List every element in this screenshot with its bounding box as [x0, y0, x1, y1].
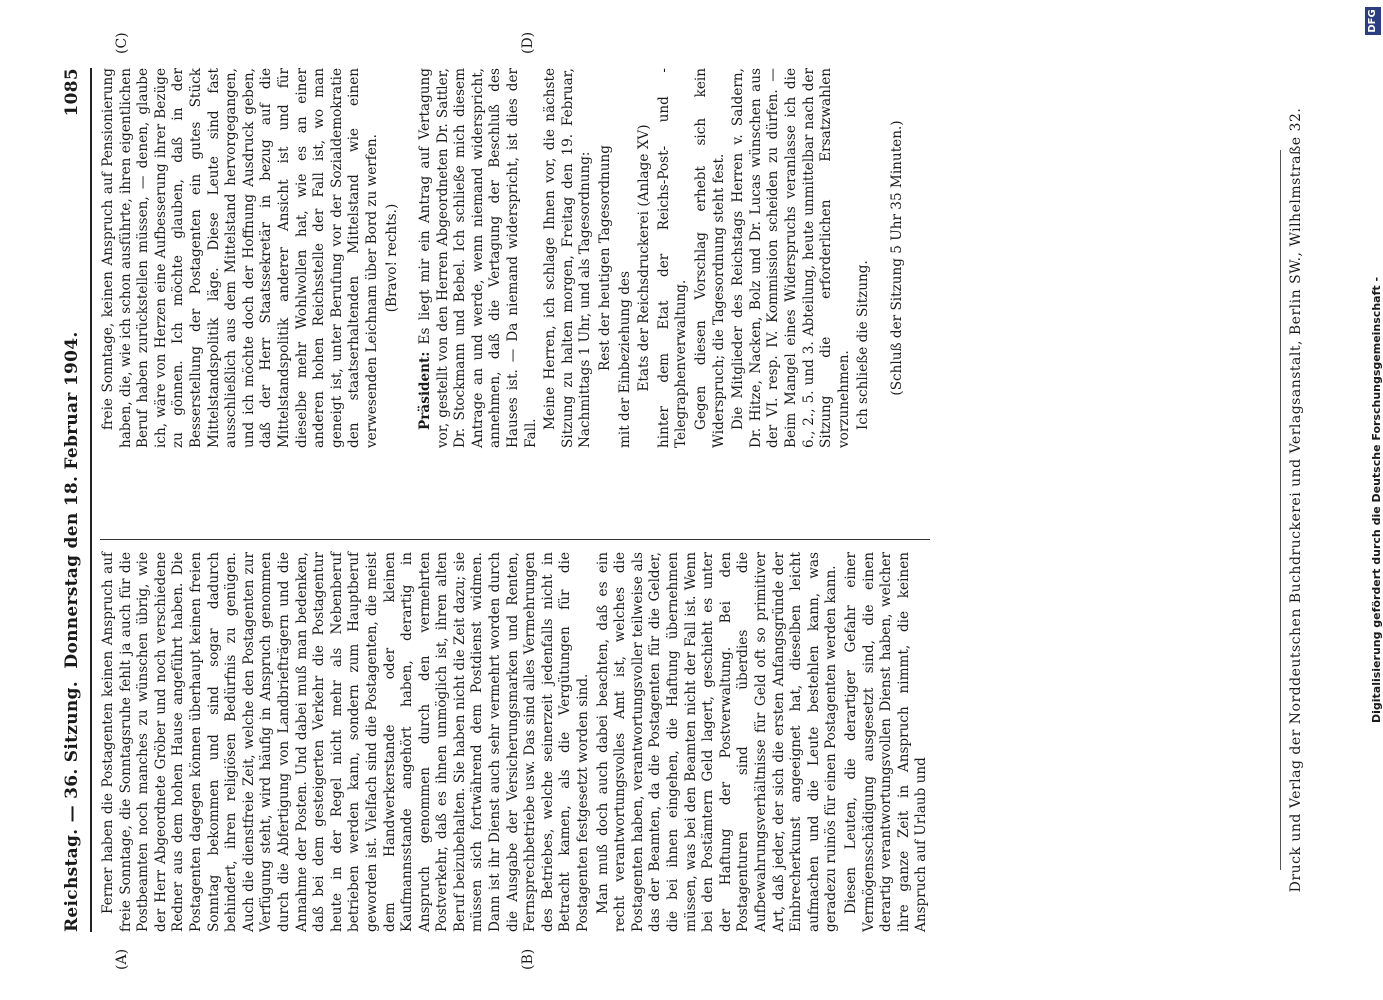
- footer-rule: [1280, 150, 1281, 870]
- agenda-item-3: Etats der Reichsdruckerei (Anlage XV): [636, 124, 653, 392]
- left-column: [100, 552, 933, 932]
- speaker-label: Präsident:: [417, 351, 434, 430]
- right-paragraph-3: Meine Herren, ich schlage Ihnen vor, die nächste Sitzung zu halten morgen, Freitag den 19. Februar, Nachmittags 1 Uhr, und als Tagesordnung:: [542, 68, 594, 448]
- page-number: 1085: [62, 68, 82, 117]
- header-left: Reichstag. — 36. Sitzung.: [62, 681, 82, 932]
- header-date: Donnerstag den 18. Februar 1904.: [62, 331, 82, 669]
- closing-note: (Schluß der Sitzung 5 Uhr 35 Minuten.): [888, 120, 905, 396]
- president-statement: Es liegt mir ein Antrag auf Vertagung vor, gestellt von den Herren Abgeordneten Dr. Sattler, Dr. Stockmann und Bebel. Ich schließe mich diesem Antrage an und werde, wenn niemand widerspricht, annehmen, daß die Vertagung der Beschluß des Hauses ist. — Da niemand widerspricht, ist dies der Fall.: [417, 67, 539, 448]
- header-rule: [90, 68, 92, 932]
- margin-marker-c: (C): [114, 32, 130, 54]
- agenda-item-1: Rest der heutigen Tagesordnung: [597, 145, 614, 371]
- right-paragraph-5: Die Mitglieder des Reichstags Herren v. Saldern, Dr. Hitze, Nacken, Bolz und Dr. Lucas wünschen aus der VI. resp. IV. Kommission scheiden zu dürfen. — Beim Mangel eines Widerspruchs veranlasse ich die 6., 2., 5. und 3. Abteilung, heute unmittelbar nach der Sitzung die erforderlichen Ersatzwahlen vorzunehmen.: [730, 68, 852, 448]
- dfg-logo: DFG: [1365, 7, 1381, 35]
- applause-note: (Bravo! rechts.): [383, 203, 400, 313]
- digitization-credit: Digitalisierung gefördert durch die Deutsche Forschungsgemeinschaft -: [1370, 276, 1383, 724]
- column-divider: [100, 539, 930, 540]
- right-paragraph-6: Ich schließe die Sitzung.: [855, 260, 872, 430]
- agenda-item-2: mit der Einbeziehung des: [616, 271, 633, 448]
- left-paragraph-1: Ferner haben die Postagenten keinen Anspruch auf freie Sonntage, die Sonntagsruhe fehlt ja auch für die Postbeamten noch manches zu wünschen übrig, wie der Herr Abgeordnete Gröber und noch verschiedene Redner aus dem hohen Hause angeführt haben. Die Postagenten dagegen können überhaupt keinen freien Sonntag bekommen und sind sogar dadurch behindert, ihren religiösen Bedürfnis zu genügen. Auch die dienstfreie Zeit, welche den Postagenten zur Verfügung steht, wird häufig in Anspruch genommen durch die Abfertigung von Landbriefträgern und die Annahme der Posten. Und dabei muß man bedenken, daß bei dem gesteigerten Verkehr die Postagentur heute in der Regel nicht mehr als Nebenberuf betrieben werden kann, sondern zum Hauptberuf geworden ist. Vielfach sind die Postagenten, die meist dem Handwerkerstande oder kleinen Kaufmannsstande angehört haben, derartig in Anspruch genommen durch den vermehrten Postverkehr, daß es ihnen unmöglich ist, ihren alten Beruf beizubehalten. Sie haben nicht die Zeit dazu; sie müssen sich fortwährend dem Postdienst widmen. Dann ist ihr Dienst auch sehr vermehrt worden durch die Ausgabe der Versicherungsmarken und Renten, Fernsprechbetriebe usw. Das sind alles Vermehrungen des Betriebes, welche seinerzeit jedenfalls nicht in Betracht kamen, als die Vergütungen für die Postagenten festgesetzt worden sind.: [100, 552, 592, 932]
- left-paragraph-2: Man muß doch auch dabei beachten, daß es ein recht verantwortungsvolles Amt ist, welches die Postagenten haben, verantwortungsvoller teilweise als das der Beamten, da die Postagenten für die Gelder, die bei ihnen eingehen, die Haftung übernehmen müssen, was bei den Beamten nicht der Fall ist. Wenn bei den Postämtern Geld lagert, geschieht es unter der Haftung der Postverwaltung. Bei den Postagenturen sind überdies die Aufbewahrungsverhältnisse für Geld oft so primitiver Art, daß jeder, der sich die ersten Anfangsgründe der Einbrecherkunst angeeignet hat, dieselben leicht aufmachen und die Leute bestehlen kann, was geradezu ruinös für einen Postagenten werden kann.: [594, 552, 840, 932]
- right-paragraph-2: [417, 68, 540, 448]
- margin-marker-b: (B): [520, 948, 536, 970]
- margin-marker-d: (D): [520, 31, 536, 54]
- right-paragraph-1: freie Sonntage, keinen Anspruch auf Pensionierung haben, die, wie ich schon ausführte, ihren eigentlichen Beruf haben zurückstellen müssen, — denen, glaube ich, wäre von Herzen eine Aufbesserung ihrer Bezüge zu gönnen. Ich möchte glauben, daß in der Besserstellung der Postagenten ein gutes Stück Mittelstandspolitik läge. Diese Leute sind fast ausschließlich aus dem Mittelstand hervorgegangen, und ich möchte doch der Hoffnung Ausdruck geben, daß der Herr Staatssekretär in bezug auf die Mittelstandspolitik anderer Ansicht ist und für dieselbe mehr Wohlwollen hat, wie es an einer anderen hohen Reichsstelle der Fall ist, wo man geneigt ist, unter Berufung vor der Sozialdemokratie den staatserhaltenden Mittelstand wie einen verwesenden Leichnam über Bord zu werfen.: [100, 68, 380, 448]
- agenda-item-4: hinter dem Etat der Reichs-Post- und -Telegraphenverwaltung.: [655, 68, 690, 448]
- imprint-line: Druck und Verlag der Norddeutschen Buchdruckerei und Verlagsanstalt, Berlin SW., Wilhelmstraße 32.: [1288, 107, 1304, 893]
- left-paragraph-3: Diesen Leuten, die derartiger Gefahr einer Vermögensschädigung ausgesetzt sind, die einen derartig verantwortungsvollen Dienst haben, welcher ihre ganze Zeit in Anspruch nimmt, die keinen Anspruch auf Urlaub und: [842, 552, 930, 932]
- right-column: [100, 68, 909, 448]
- page-header: [62, 68, 88, 932]
- margin-marker-a: (A): [114, 948, 130, 970]
- right-paragraph-4: Gegen diesen Vorschlag erhebt sich kein Widerspruch; die Tagesordnung steht fest.: [693, 68, 727, 448]
